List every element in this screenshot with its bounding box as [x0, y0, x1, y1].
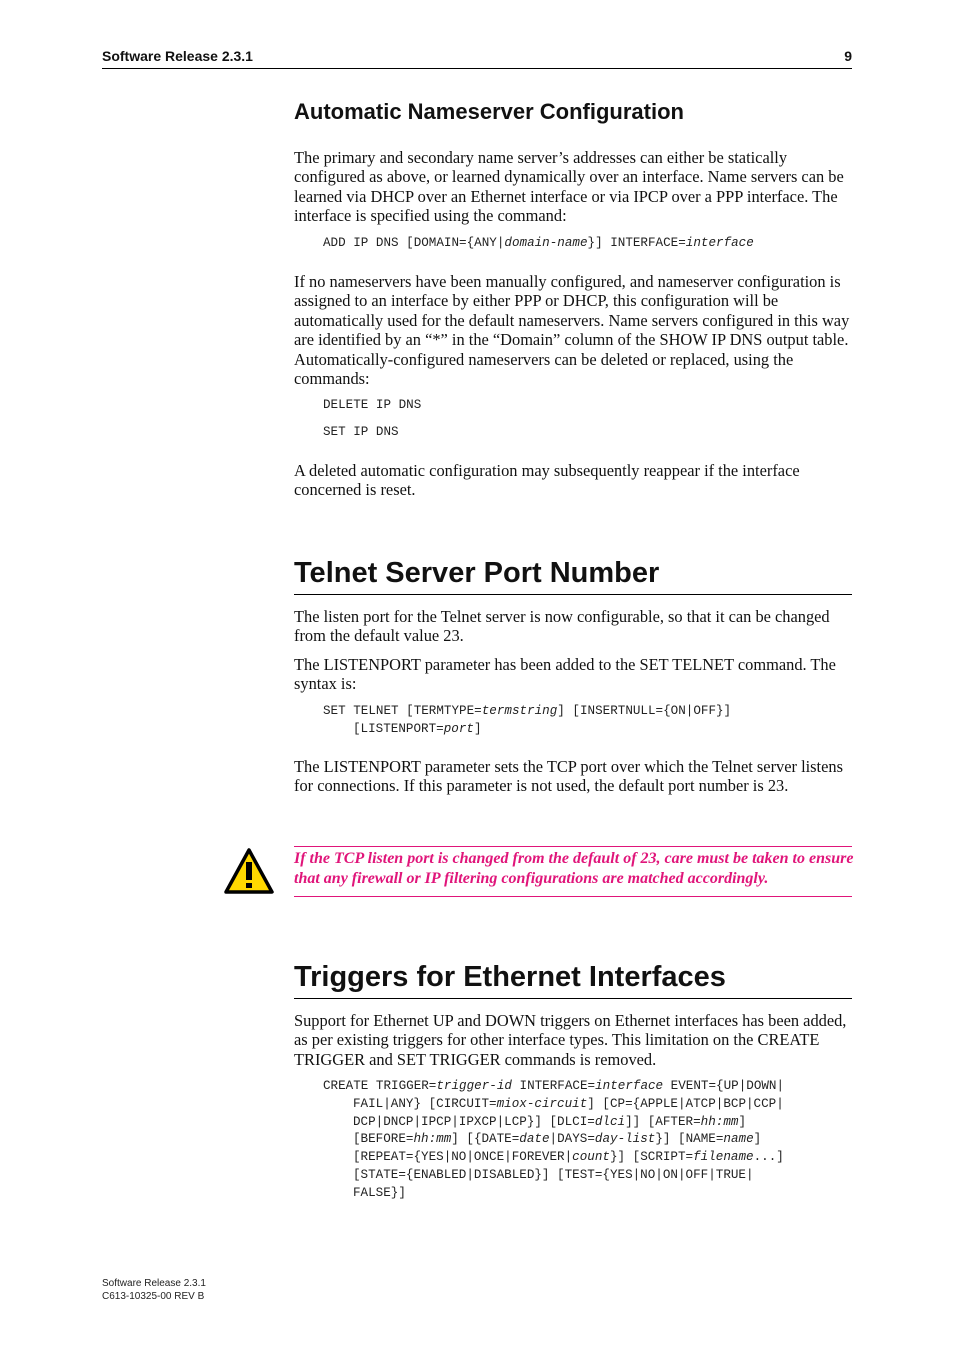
section-heading-telnet: Telnet Server Port Number — [294, 557, 660, 589]
warning-triangle-icon — [223, 847, 275, 895]
telnet-paragraph-2: The LISTENPORT parameter has been added to the SET TELNET command. The syntax is: — [294, 655, 836, 694]
section-rule-triggers — [294, 998, 852, 999]
telnet-paragraph-3: The LISTENPORT parameter sets the TCP port over which the Telnet server listens for connections. If this parameter is not used, the default port number is 23. — [294, 757, 843, 796]
page-header — [102, 48, 852, 68]
triggers-paragraph-1: Support for Ethernet UP and DOWN triggers on Ethernet interfaces has been added, as per existing triggers for other interface types. This limitation on the CREATE TRIGGER and SET TRIGGER commands is removed. — [294, 1011, 847, 1069]
dns-command-set: SET IP DNS — [323, 425, 399, 439]
page-number: 9 — [844, 48, 852, 64]
warning-rule-bottom — [294, 896, 852, 897]
triggers-command: CREATE TRIGGER=trigger-id INTERFACE=interface EVENT={UP|DOWN| FAIL|ANY} [CIRCUIT=miox-circuit] [CP={APPLE|ATCP|BCP|CCP| DCP|DNCP|IPCP|IPXCP|LCP}] [DLCI=dlci]] [AFTER=hh:mm] [BEFORE=hh:mm] [{DATE=date|DAYS=day-list}] [NAME=name] [REPEAT={YES|NO|ONCE|FOREVER|count}] [SCRIPT=filename...] [STATE={ENABLED|DISABLED}] [TEST={YES|NO|ON|OFF|TRUE| FALSE}] — [323, 1079, 785, 1200]
telnet-command: SET TELNET [TERMTYPE=termstring] [INSERTNULL={ON|OFF}] [LISTENPORT=port] — [323, 704, 732, 736]
header-rule — [102, 68, 852, 69]
footer-doc-number: C613-10325-00 REV B — [102, 1290, 205, 1302]
dns-paragraph-1: The primary and secondary name server’s addresses can either be statically configured as above, or learned dynamically over an interface. Name servers can be learned via DHCP over an Ethernet interface or via IPCP over a PPP interface. The interface is specified using the command: — [294, 148, 844, 226]
footer-release: Software Release 2.3.1 — [102, 1278, 206, 1289]
header-title: Software Release 2.3.1 — [102, 48, 253, 64]
telnet-paragraph-1: The listen port for the Telnet server is now configurable, so that it can be changed from the default value 23. — [294, 607, 830, 646]
section-heading-dns: Automatic Nameserver Configuration — [294, 99, 684, 124]
dns-paragraph-2: If no nameservers have been manually configured, and nameserver configuration is assigned to an interface by either PPP or DHCP, this configuration will be automatically used for the default nameservers. Name servers configured in this way are identified by an “*” in the “Domain” column of the SHOW IP DNS output table. Automatically-configured nameservers can be deleted or replaced, using the commands: — [294, 272, 850, 389]
dns-paragraph-3: A deleted automatic configuration may subsequently reappear if the interface concerned is reset. — [294, 461, 800, 500]
warning-rule-top — [294, 846, 852, 847]
dns-command-delete: DELETE IP DNS — [323, 398, 422, 412]
page-footer — [102, 1278, 206, 1303]
section-rule-telnet — [294, 594, 852, 595]
section-heading-triggers: Triggers for Ethernet Interfaces — [294, 961, 726, 993]
warning-text: If the TCP listen port is changed from the default of 23, care must be taken to ensure that any firewall or IP filtering configurations are matched accordingly. — [294, 850, 854, 887]
dns-command-add: ADD IP DNS [DOMAIN={ANY|domain-name}] INTERFACE=interface — [323, 236, 754, 250]
